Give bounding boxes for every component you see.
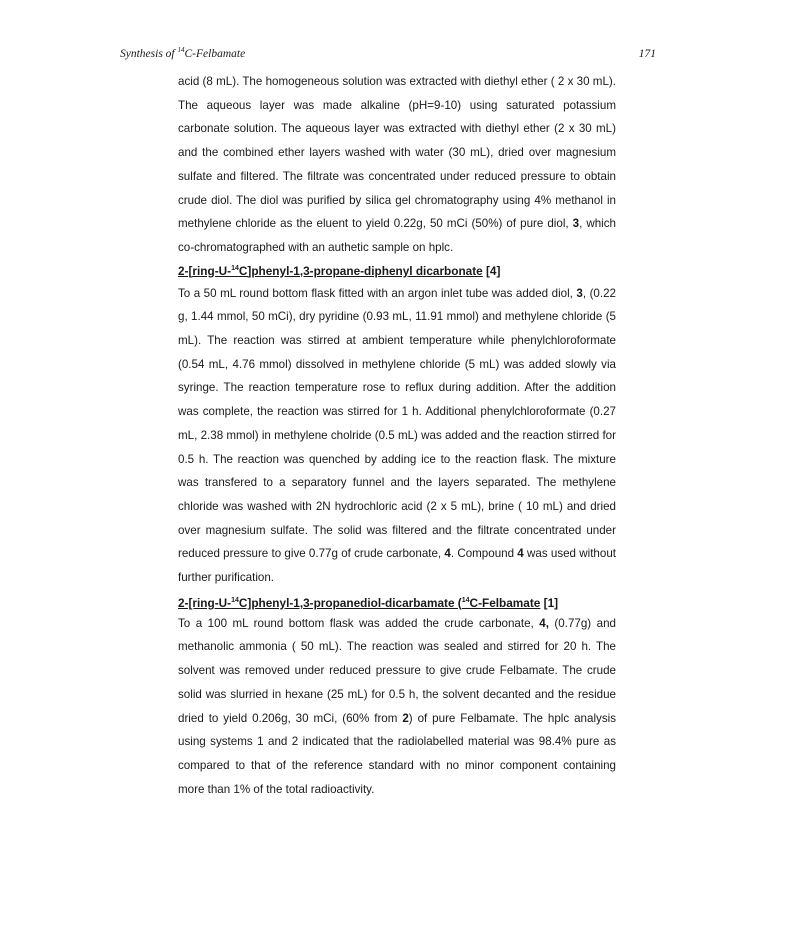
compound-ref: 3	[576, 286, 583, 300]
heading-title: 2-[ring-U-$^{14}$C]phenyl-1,3-propane-diphenyl dicarbonate	[178, 263, 483, 278]
section-heading-dicarbonate	[178, 260, 616, 282]
paragraph-diol-workup: acid (8 mL). The homogeneous solution was extracted with diethyl ether ( 2 x 30 mL). The aqueous layer was made alkaline (pH=9-10) using saturated potassium carbonate solution. The aqueous layer was extracted with diethyl ether (2 x 30 mL) and the combined ether layers washed with water (30 mL), dried over magnesium sulfate and filtered. The filtrate was concentrated under reduced pressure to obtain crude diol. The diol was purified by silica gel chromatography using 4% methanol in methylene chloride as the eluent to yield 0.22g, 50 mCi (50%) of pure diol, 3, which co-chromatographed with an authetic sample on hplc.	[178, 75, 616, 254]
isotope-superscript: 14	[461, 596, 470, 604]
paragraph-felbamate-synthesis: To a 100 mL round bottom flask was added the crude carbonate, 4, (0.77g) and methanolic ammonia ( 50 mL). The reaction was sealed and stirred for 20 h. The solvent was removed under reduced pressure to give crude Felbamate. The crude solid was slurried in hexane (25 mL) for 0.5 h, the solvent decanted and the residue dried to yield 0.206g, 30 mCi, (60% from 2) of pure Felbamate. The hplc analysis using systems 1 and 2 indicated that the radiolabelled material was 98.4% pure as compared to that of the reference standard with no minor component containing more than 1% of the total radioactivity.	[178, 616, 616, 796]
body-text	[178, 70, 616, 801]
compound-number: [4]	[482, 263, 501, 278]
compound-ref: 3	[572, 217, 580, 231]
compound-ref: 4	[517, 547, 524, 561]
isotope-superscript: 14	[231, 596, 239, 604]
running-header	[0, 48, 793, 68]
running-title: Synthesis of $^{14}$C-Felbamate	[120, 46, 246, 60]
isotope-superscript: 14	[177, 46, 185, 54]
compound-ref: 4,	[539, 616, 549, 630]
compound-number: [1]	[540, 595, 559, 610]
isotope-superscript: 14	[231, 264, 239, 272]
page-number: 171	[638, 48, 656, 60]
heading-title: 2-[ring-U-$^{14}$C]phenyl-1,3-propanediol-dicarbamate ($^{14}$C-Felbamate	[178, 595, 541, 610]
compound-ref: 4	[444, 547, 451, 561]
compound-ref: 2	[402, 711, 409, 725]
paragraph-dicarbonate-synthesis: To a 50 mL round bottom flask fitted with an argon inlet tube was added diol, 3, (0.22 g, 1.44 mmol, 50 mCi), dry pyridine (0.93 mL, 11.91 mmol) and methylene chloride (5 mL). The reaction was stirred at ambient temperature while phenylchloroformate (0.54 mL, 4.76 mmol) dissolved in methylene chloride (5 mL) was added slowly via syringe. The reaction temperature rose to reflux during addition. After the addition was complete, the reaction was stirred for 1 h. Additional phenylchloroformate (0.27 mL, 2.38 mmol) in methylene cholride (0.5 mL) was added and the reaction stirred for 0.5 h. The reaction was quenched by adding ice to the reaction flask. The mixture was transfered to a separatory funnel and the layers separated. The methylene chloride was washed with 2N hydrochloric acid (2 x 5 mL), brine ( 10 mL) and dried over magnesium sulfate. The solid was filtered and the filtrate concentrated under reduced pressure to give 0.77g of crude carbonate, 4. Compound 4 was used without further purification.	[178, 286, 617, 585]
section-heading-felbamate	[178, 594, 616, 612]
